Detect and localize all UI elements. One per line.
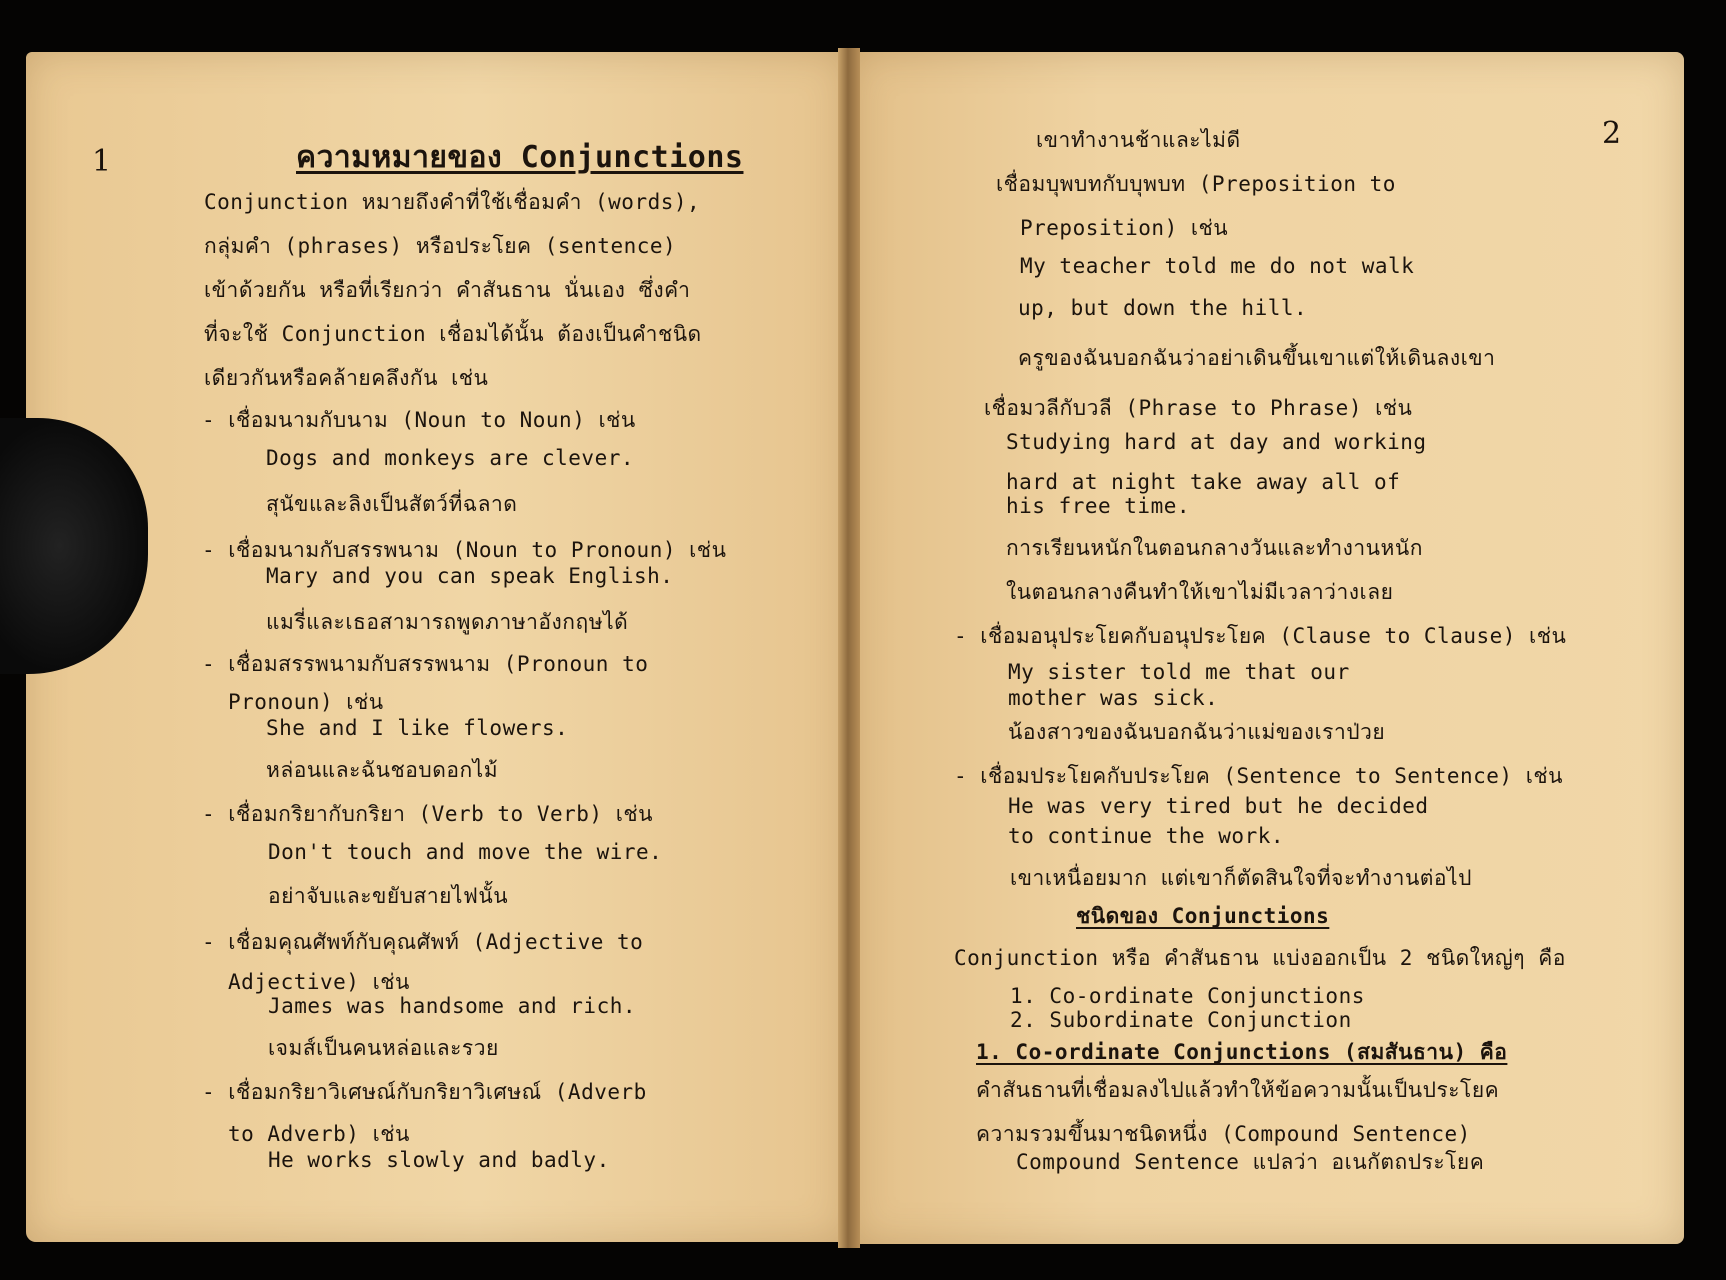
page-number-right: 2	[1602, 116, 1622, 151]
example-english: My teacher told me do not walk	[1020, 254, 1415, 278]
text-line: เดียวกันหรือคล้ายคลึงกัน เช่น	[204, 366, 489, 390]
example-thai: การเรียนหนักในตอนกลางวันและทำงานหนัก	[1006, 536, 1423, 560]
example-thai: แมรี่และเธอสามารถพูดภาษาอังกฤษได้	[266, 610, 629, 634]
list-item: เชื่อมบุพบทกับบุพบท (Preposition to	[996, 172, 1396, 196]
text-line: Adjective) เช่น	[228, 970, 410, 994]
example-english: James was handsome and rich.	[268, 994, 637, 1018]
example-english: to continue the work.	[1008, 824, 1285, 848]
example-thai: ในตอนกลางคืนทำให้เขาไม่มีเวลาว่างเลย	[1006, 580, 1394, 604]
list-item: - เชื่อมอนุประโยคกับอนุประโยค (Clause to Clause) เช่น	[954, 624, 1567, 648]
example-thai: สุนัขและลิงเป็นสัตว์ที่ฉลาด	[266, 492, 518, 516]
example-english: Studying hard at day and working	[1006, 430, 1427, 454]
example-english: Don't touch and move the wire.	[268, 840, 663, 864]
example-english: My sister told me that our	[1008, 660, 1350, 684]
text-line: Conjunction หรือ คำสันธาน แบ่งออกเป็น 2 ชนิดใหญ่ๆ คือ	[954, 946, 1566, 970]
list-item: - เชื่อมประโยคกับประโยค (Sentence to Sentence) เช่น	[954, 764, 1563, 788]
text-line: Compound Sentence แปลว่า อเนกัตถประโยค	[1016, 1150, 1485, 1174]
example-english: He was very tired but he decided	[1008, 794, 1429, 818]
example-english: Dogs and monkeys are clever.	[266, 446, 635, 470]
example-english: She and I like flowers.	[266, 716, 569, 740]
example-english: mother was sick.	[1008, 686, 1219, 710]
text-line: คำสันธานที่เชื่อมลงไปแล้วทำให้ข้อความนั้นเป็นประโยค	[976, 1078, 1500, 1102]
text-line: กลุ่มคำ (phrases) หรือประโยค (sentence)	[204, 234, 677, 258]
example-thai: น้องสาวของฉันบอกฉันว่าแม่ของเราป่วย	[1008, 720, 1386, 744]
example-thai: เขาทำงานช้าและไม่ดี	[1036, 128, 1241, 152]
text-line: Conjunction หมายถึงคำที่ใช้เชื่อมคำ (words),	[204, 190, 701, 214]
list-item: - เชื่อมสรรพนามกับสรรพนาม (Pronoun to	[202, 652, 649, 676]
section-title: ชนิดของ Conjunctions	[1076, 904, 1330, 928]
list-item: - เชื่อมคุณศัพท์กับคุณศัพท์ (Adjective to	[202, 930, 644, 954]
page-title: ความหมายของ Conjunctions	[296, 140, 744, 175]
list-item: - เชื่อมนามกับสรรพนาม (Noun to Pronoun) เช่น	[202, 538, 727, 562]
example-english: Mary and you can speak English.	[266, 564, 674, 588]
book-spine	[838, 48, 860, 1248]
example-english: He works slowly and badly.	[268, 1148, 610, 1172]
text-line: ที่จะใช้ Conjunction เชื่อมได้นั้น ต้องเป็นคำชนิด	[204, 322, 702, 346]
example-thai: เจมส์เป็นคนหล่อและรวย	[268, 1036, 499, 1060]
text-line: to Adverb) เช่น	[228, 1122, 410, 1146]
example-thai: อย่าจับและขยับสายไฟนั้น	[268, 884, 509, 908]
text-line: Preposition) เช่น	[1020, 216, 1229, 240]
text-line: ความรวมขึ้นมาชนิดหนึ่ง (Compound Sentence)	[976, 1122, 1471, 1146]
list-item: 2. Subordinate Conjunction	[1010, 1008, 1352, 1032]
subsection-title: 1. Co-ordinate Conjunctions (สมสันธาน) คือ	[976, 1040, 1508, 1064]
text-line: เข้าด้วยกัน หรือที่เรียกว่า คำสันธาน นั่นเอง ซึ่งคำ	[204, 278, 691, 302]
list-item: - เชื่อมกริยากับกริยา (Verb to Verb) เช่น	[202, 802, 653, 826]
list-item: - เชื่อมกริยาวิเศษณ์กับกริยาวิเศษณ์ (Adverb	[202, 1080, 647, 1104]
list-item: - เชื่อมนามกับนาม (Noun to Noun) เช่น	[202, 408, 636, 432]
text-line: Pronoun) เช่น	[228, 690, 384, 714]
list-item: เชื่อมวลีกับวลี (Phrase to Phrase) เช่น	[984, 396, 1413, 420]
example-thai: เขาเหนื่อยมาก แต่เขาก็ตัดสินใจที่จะทำงานต่อไป	[1010, 866, 1472, 890]
example-english: up, but down the hill.	[1018, 296, 1308, 320]
example-english: his free time.	[1006, 494, 1191, 518]
example-thai: ครูของฉันบอกฉันว่าอย่าเดินขึ้นเขาแต่ให้เดินลงเขา	[1018, 346, 1496, 370]
page-number-left: 1	[92, 144, 112, 179]
example-thai: หล่อนและฉันชอบดอกไม้	[266, 758, 499, 782]
example-english: hard at night take away all of	[1006, 470, 1401, 494]
list-item: 1. Co-ordinate Conjunctions	[1010, 984, 1365, 1008]
